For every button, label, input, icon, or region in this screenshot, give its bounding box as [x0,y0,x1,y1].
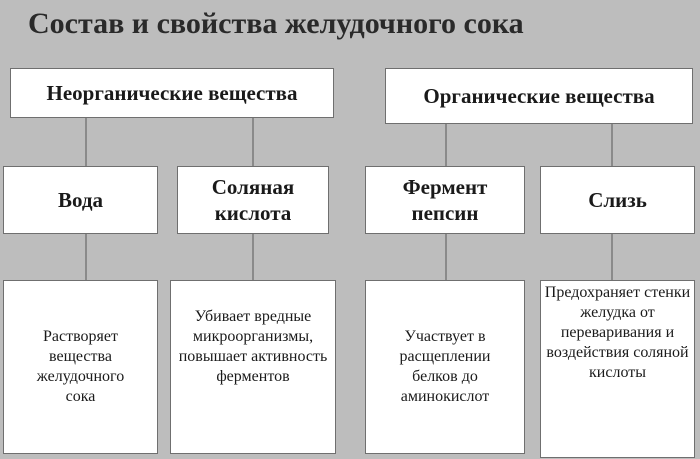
connector-pepsin-desc [445,234,447,280]
component-water [3,166,158,234]
description-water-text: Растворяет вещества желудочного сока [36,328,125,405]
connector-acid-desc [252,234,254,280]
diagram-title: Состав и свойства желудочного сока [28,7,524,40]
component-water-label: Вода [57,188,104,212]
component-mucus [540,166,695,234]
description-water [3,280,158,454]
component-hydrochloric-acid [177,166,329,234]
description-pepsin [365,280,525,454]
group-organic [385,68,693,124]
group-organic-label: Органические вещества [423,83,655,108]
description-pepsin-text: Участвует в расщеплении белков до аминокислот [399,328,491,405]
connector-mucus-desc [611,234,613,280]
connector-water-desc [85,234,87,280]
description-hydrochloric-acid-text: Убивает вредные микроорганизмы, повышает активность ферментов [178,308,328,385]
component-pepsin-label: Фермент пепсин [402,175,488,225]
description-mucus [540,280,695,458]
component-pepsin [365,166,525,234]
group-inorganic-label: Неорганические вещества [46,80,298,105]
description-mucus-text: Предохраняет стенки желудка от переваривания и воздействия соляной кислоты [544,284,691,381]
connector-group2-pepsin [445,123,447,166]
component-mucus-label: Слизь [588,188,647,212]
connector-group1-acid [252,117,254,166]
connector-group1-water [85,117,87,166]
description-hydrochloric-acid [170,280,336,454]
component-hydrochloric-acid-label: Соляная кислота [211,175,295,225]
group-inorganic [10,68,334,118]
connector-group2-mucus [611,123,613,166]
